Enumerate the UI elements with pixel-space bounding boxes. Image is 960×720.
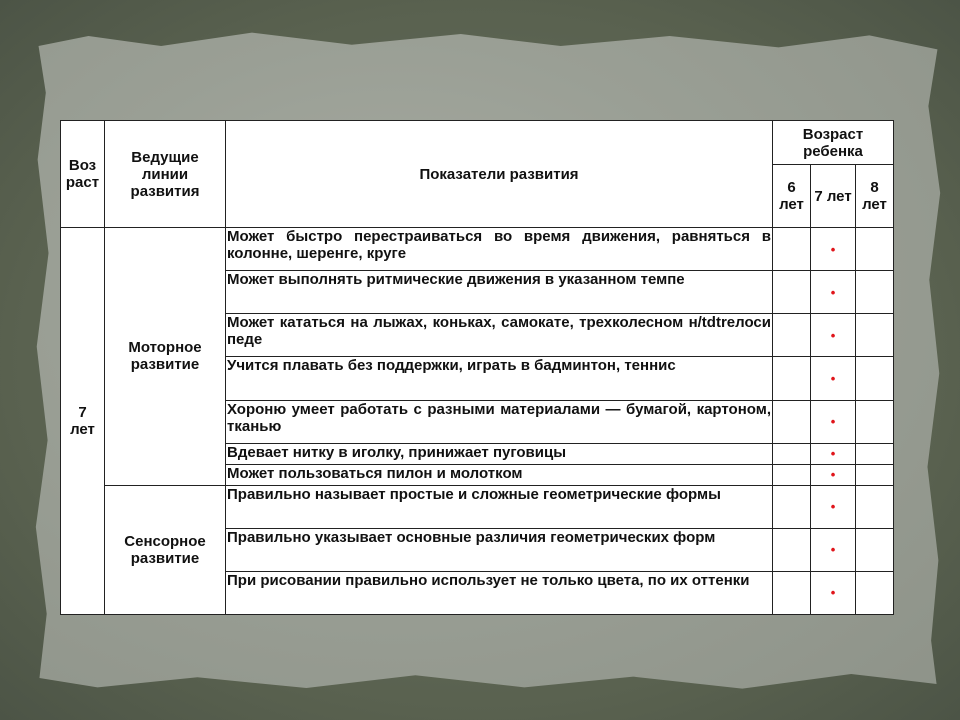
mark-cell-6 (773, 400, 811, 443)
mark-cell-8 (856, 271, 894, 314)
header-age-7: 7 лет (811, 165, 856, 228)
header-child-age: Возраст ребенка (773, 121, 894, 165)
mark-cell-6 (773, 571, 811, 614)
indicator-text: Правильно называет простые и сложные геометрические формы (226, 485, 773, 528)
mark-dot: • (811, 228, 856, 271)
mark-cell-6 (773, 271, 811, 314)
mark-dot: • (811, 314, 856, 357)
mark-cell-6 (773, 228, 811, 271)
indicator-text: Вдевает нитку в иголку, принижает пуговицы (226, 443, 773, 464)
mark-dot: • (811, 357, 856, 400)
header-age-6: 6 лет (773, 165, 811, 228)
mark-cell-8 (856, 357, 894, 400)
mark-dot: • (811, 528, 856, 571)
indicator-text: Может кататься на лыжах, коньках, самокате, трехколесном н/tdtrелоси педе (226, 314, 773, 357)
mark-cell-6 (773, 357, 811, 400)
header-age: Воз раст (61, 121, 105, 228)
mark-dot: • (811, 443, 856, 464)
header-age-8: 8 лет (856, 165, 894, 228)
mark-cell-6 (773, 485, 811, 528)
indicator-text: Может пользоваться пилон и молотком (226, 464, 773, 485)
indicator-text: Может быстро перестраиваться во время движения, равняться в колонне, шеренге, круге (226, 228, 773, 271)
development-table-container (60, 120, 893, 615)
mark-dot: • (811, 271, 856, 314)
mark-dot: • (811, 400, 856, 443)
mark-cell-8 (856, 485, 894, 528)
indicator-text: Хороню умеет работать с разными материалами — бумагой, картоном, тканью (226, 400, 773, 443)
mark-dot: • (811, 571, 856, 614)
mark-cell-8 (856, 314, 894, 357)
group-name-motor: Моторное развитие (105, 228, 226, 485)
mark-cell-6 (773, 528, 811, 571)
header-row-1 (61, 121, 894, 165)
indicator-text: Учится плавать без поддержки, играть в бадминтон, теннис (226, 357, 773, 400)
mark-dot: • (811, 485, 856, 528)
indicator-text: Правильно указывает основные различия геометрических форм (226, 528, 773, 571)
group-name-sensory: Сенсорное развитие (105, 485, 226, 614)
mark-cell-8 (856, 528, 894, 571)
table-row (61, 485, 894, 528)
development-indicators-table (60, 120, 894, 615)
table-row (61, 228, 894, 271)
indicator-text: При рисовании правильно использует не только цвета, по их оттенки (226, 571, 773, 614)
mark-cell-8 (856, 228, 894, 271)
mark-cell-8 (856, 400, 894, 443)
age-group-cell: 7 лет (61, 228, 105, 615)
mark-cell-8 (856, 464, 894, 485)
header-indicators: Показатели развития (226, 121, 773, 228)
mark-cell-6 (773, 314, 811, 357)
mark-cell-8 (856, 443, 894, 464)
mark-dot: • (811, 464, 856, 485)
mark-cell-6 (773, 443, 811, 464)
indicator-text: Может выполнять ритмические движения в указанном темпе (226, 271, 773, 314)
header-lines: Ведущие линии развития (105, 121, 226, 228)
mark-cell-6 (773, 464, 811, 485)
mark-cell-8 (856, 571, 894, 614)
